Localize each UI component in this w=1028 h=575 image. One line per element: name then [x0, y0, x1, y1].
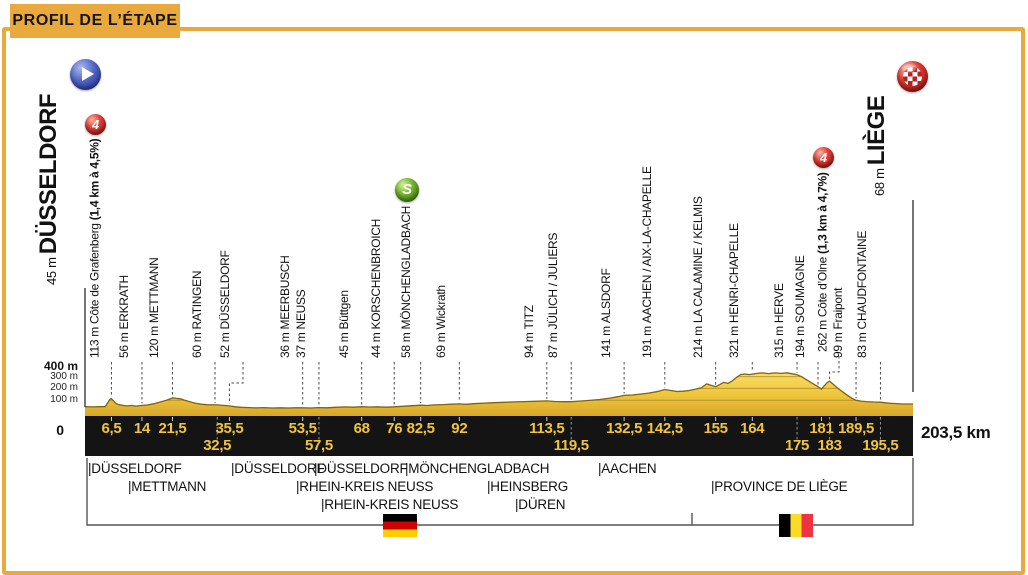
waypoint-guide-line [830, 356, 839, 379]
region-label: |DÜSSELDORF [314, 461, 408, 476]
axis-tick-label: 400 m [43, 358, 78, 373]
axis-tick-label: 100 m [50, 394, 78, 406]
km-label: 53,5 [288, 420, 317, 437]
waypoint-elevation: 56 m [116, 332, 131, 358]
waypoint-name: Büttgen [336, 290, 351, 330]
waypoint-guide-line [229, 362, 243, 404]
waypoint-name: SOUMAGNE [793, 255, 807, 324]
waypoint-name: KORSCHENBROICH [369, 218, 384, 330]
waypoint-label [726, 223, 742, 358]
region-label: |RHEIN-KREIS NEUSS [321, 497, 459, 512]
waypoint-name: ERKRATH [116, 275, 131, 330]
category4-climb-icon: 4 [813, 147, 834, 168]
region-label: |HEINSBERG [487, 479, 569, 494]
waypoint-elevation: 45 m [44, 257, 59, 285]
km-label: 181 [809, 420, 834, 437]
km-label: 132,5 [606, 420, 643, 437]
waypoint-label [277, 255, 293, 358]
km-label: 189,5 [838, 420, 875, 437]
waypoint-label [395, 178, 411, 358]
waypoint-name: Wickrath [434, 285, 449, 330]
region-label: |DÜSSELDORF [231, 461, 325, 476]
waypoint-elevation: 52 m [218, 332, 232, 358]
waypoint-elevation: 141 m [599, 326, 614, 358]
waypoint-label [771, 283, 787, 358]
waypoint-elevation: 45 m [336, 332, 351, 358]
climb-detail: (1,4 km à 4,5%) [88, 138, 103, 224]
waypoint-elevation: 83 m [855, 332, 870, 358]
km-label: 175 [784, 437, 810, 454]
km-label: 21,5 [158, 420, 187, 437]
belgium-flag-icon [779, 514, 813, 537]
waypoint-name: HERVE [772, 283, 787, 324]
region-label: |DÜSSELDORF [88, 461, 182, 476]
waypoint-elevation: 120 m [147, 326, 162, 358]
waypoint-elevation: 194 m [793, 326, 807, 358]
km-label: 14 [133, 420, 150, 437]
waypoint-label [368, 219, 384, 358]
waypoint-name: CHAUDFONTAINE [855, 230, 870, 330]
waypoint-label [217, 250, 233, 358]
waypoint-elevation: 69 m [434, 332, 449, 358]
waypoint-label [598, 269, 614, 358]
title-badge [10, 4, 180, 38]
axis-zero-label: 0 [56, 422, 64, 438]
climb-detail: (1,3 km à 4,7%) [815, 172, 830, 258]
waypoint-name: Côte de Grafenberg [88, 223, 103, 324]
waypoint-label [545, 233, 561, 358]
waypoint-name: Fraipont [831, 287, 846, 330]
waypoint-label [521, 305, 537, 358]
waypoint-label [433, 285, 449, 358]
page-title: PROFIL DE L’ÉTAPE [12, 12, 178, 29]
km-label: 76 [386, 420, 403, 437]
waypoint-elevation: 191 m [639, 326, 654, 358]
waypoint-name: LA CALAMINE / KELMIS [690, 196, 705, 324]
waypoint-name: JÜLICH / JULIERS [546, 232, 561, 330]
waypoint-name: Côte d’Olne [815, 257, 830, 318]
category4-climb-icon: 4 [85, 114, 106, 135]
waypoint-label [336, 290, 352, 358]
start-label [34, 94, 64, 285]
waypoint-label [189, 271, 205, 358]
km-label: 6,5 [101, 420, 122, 437]
waypoint-label [792, 255, 808, 358]
finish-icon [897, 61, 928, 92]
waypoint-elevation: 262 m [815, 320, 830, 352]
waypoint-elevation: 60 m [190, 332, 204, 358]
waypoint-label [813, 147, 829, 352]
play-icon [82, 67, 94, 81]
axis-tick-label: 200 m [50, 382, 78, 394]
waypoint-elevation: 113 m [88, 327, 103, 358]
km-label: 35,5 [215, 420, 244, 437]
sprint-icon: S [395, 178, 419, 202]
km-label: 155 [703, 420, 728, 437]
waypoint-elevation: 87 m [546, 332, 561, 358]
waypoint-name: LIÈGE [863, 95, 890, 166]
km-label: 57,5 [304, 437, 333, 454]
waypoint-elevation: 36 m [277, 332, 292, 358]
region-label: |PROVINCE DE LIÈGE [711, 479, 848, 494]
waypoint-elevation: 94 m [521, 332, 536, 358]
waypoint-label [146, 258, 162, 359]
km-label: 119,5 [553, 437, 589, 454]
waypoint-elevation: 315 m [772, 326, 787, 358]
waypoint-elevation: 68 m [872, 168, 887, 196]
waypoint-elevation: 214 m [690, 326, 705, 358]
waypoint-elevation: 99 m [831, 332, 846, 358]
finish-label [862, 96, 892, 196]
start-icon [70, 59, 101, 90]
km-label: 82,5 [406, 420, 435, 437]
waypoint-name: HENRI-CHAPELLE [727, 223, 742, 324]
km-label: 92 [451, 420, 468, 437]
region-label: |RHEIN-KREIS NEUSS [296, 479, 434, 494]
waypoint-elevation: 321 m [727, 326, 742, 358]
waypoint-label [639, 166, 655, 358]
waypoint-label [116, 275, 132, 358]
waypoint-name: MEERBUSCH [277, 255, 292, 330]
waypoint-label [293, 290, 309, 358]
waypoint-name: AACHEN / AIX-LA-CHAPELLE [639, 166, 654, 324]
waypoint-elevation: 37 m [293, 332, 308, 358]
km-label: 68 [353, 420, 370, 437]
km-label: 113,5 [529, 420, 565, 437]
profile-area [85, 373, 913, 416]
waypoint-name: ALSDORF [599, 268, 614, 324]
waypoint-name: NEUSS [293, 289, 308, 330]
waypoint-name: METTMANN [147, 257, 162, 324]
km-label: 183 [817, 437, 842, 454]
waypoint-label [854, 231, 870, 358]
region-label: |MÖNCHENGLADBACH [405, 461, 550, 476]
region-label: |METTMANN [128, 479, 207, 494]
waypoint-name: DÜSSELDORF [218, 250, 232, 330]
km-label: 164 [740, 420, 765, 437]
finish-icon-shine [902, 64, 916, 72]
waypoint-name: RATINGEN [190, 270, 204, 330]
waypoint-label [690, 196, 706, 358]
axis-tick-label: 300 m [50, 370, 78, 382]
waypoint-name: MÖNCHENGLADBACH [398, 205, 413, 330]
waypoint-elevation: 44 m [369, 332, 384, 358]
waypoint-elevation: 58 m [398, 332, 413, 358]
waypoint-name: DÜSSELDORF [35, 93, 62, 255]
km-label: 195,5 [862, 437, 899, 454]
total-distance-label: 203,5 km [921, 423, 991, 442]
km-label: 32,5 [203, 437, 232, 454]
km-label: 142,5 [646, 420, 683, 437]
region-label: |AACHEN [598, 461, 657, 476]
waypoint-name: TITZ [521, 305, 536, 330]
region-label: |DÜREN [515, 497, 566, 512]
waypoint-label [85, 114, 101, 358]
germany-flag-icon [383, 514, 417, 537]
waypoint-label [830, 288, 846, 358]
